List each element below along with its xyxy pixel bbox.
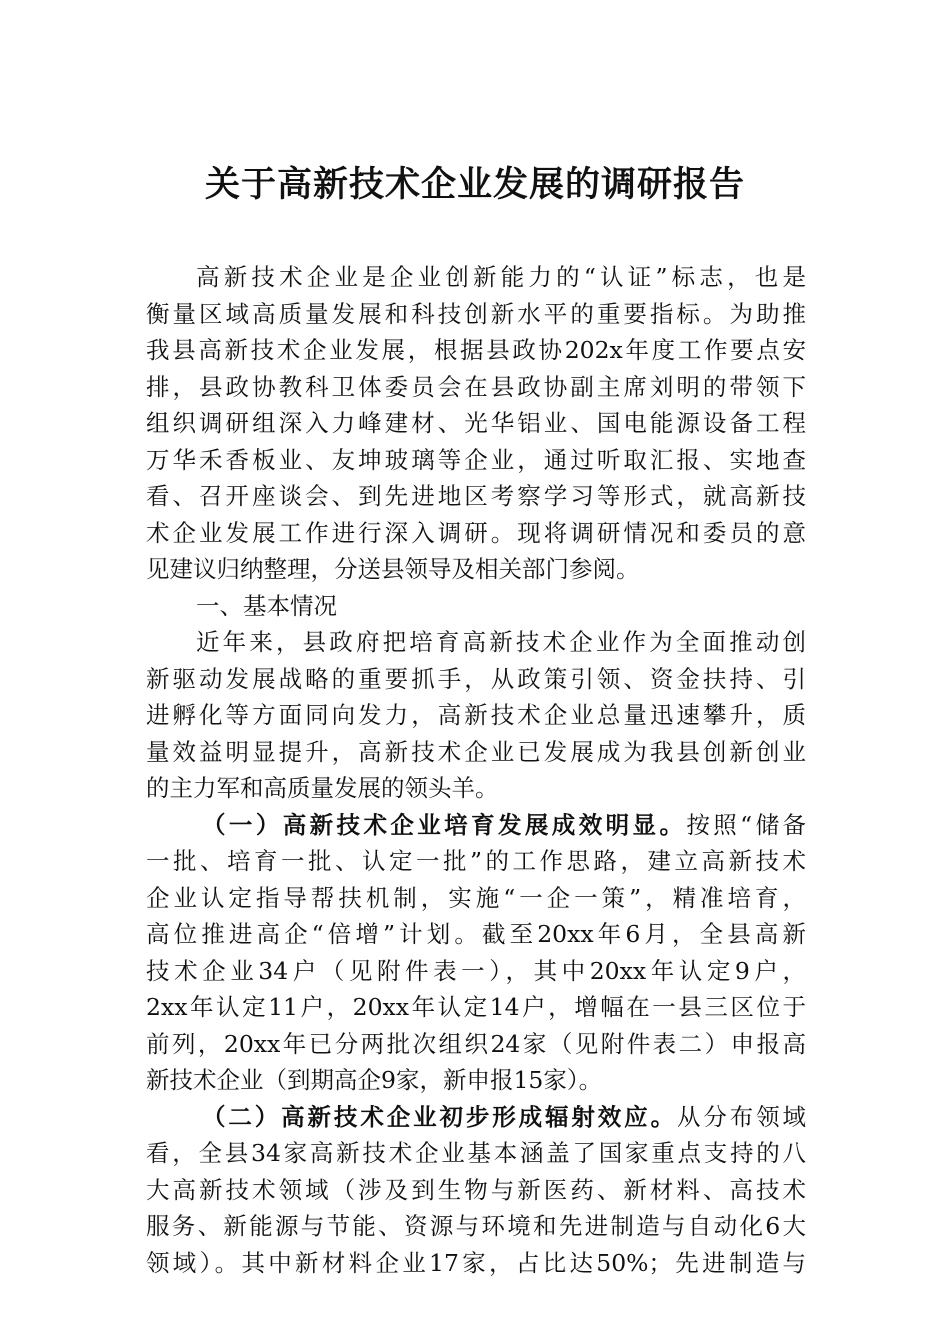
subsection2-first-rest: 从分布领域 — [676, 1102, 806, 1131]
section1-line: 近年来，县政府把培育高新技术企业作为全面推动创 — [196, 628, 806, 656]
section1-line: 量效益明显提升，高新技术企业已发展成为我县创新创业 — [146, 737, 806, 766]
section1-line: 的主力军和高质量发展的领头羊。 — [146, 774, 499, 802]
subsection2-line: 服务、新能源与节能、资源与环境和先进制造与自动化6大 — [146, 1212, 806, 1240]
subsection2-line: 看，全县34家高新技术企业基本涵盖了国家重点支持的八 — [146, 1139, 806, 1167]
intro-line: 组织调研组深入力峰建材、光华铝业、国电能源设备工程 — [146, 409, 806, 437]
document-body — [146, 259, 806, 1281]
intro-line: 见建议归纳整理，分送县领导及相关部门参阅。 — [146, 555, 640, 583]
section1-line: 新驱动发展战略的重要抓手，从政策引领、资金扶持、引 — [146, 664, 806, 693]
section1-line: 进孵化等方面同向发力，高新技术企业总量迅速攀升，质 — [146, 701, 806, 729]
subsection1-first-line — [146, 807, 806, 844]
subsection1-first-rest: 按照“储备 — [686, 810, 806, 839]
section-heading: 一、基本情况 — [196, 591, 337, 620]
subsection1-line: 企业认定指导帮扶机制，实施“一企一策”，精准培育， — [146, 883, 806, 912]
intro-line: 看、召开座谈会、到先进地区考察学习等形式，就高新技 — [146, 482, 806, 510]
subsection2-first-line — [146, 1099, 806, 1136]
intro-line: 衡量区域高质量发展和科技创新水平的重要指标。为助推 — [146, 299, 806, 328]
subsection2-line: 大高新技术领域（涉及到生物与新医药、新材料、高技术 — [146, 1175, 806, 1204]
subsection1-line: 一批、培育一批、认定一批”的工作思路，建立高新技术 — [146, 847, 806, 875]
intro-line: 高新技术企业是企业创新能力的“认证”标志，也是 — [196, 263, 806, 291]
intro-line: 术企业发展工作进行深入调研。现将调研情况和委员的意 — [146, 518, 806, 547]
subsection2-lead: （二）高新技术企业初步形成辐射效应。 — [202, 1102, 677, 1131]
subsection1-line: 前列，20xx年已分两批次组织24家（见附件表二）申报高 — [146, 1029, 806, 1058]
intro-line: 排，县政协教科卫体委员会在县政协副主席刘明的带领下 — [146, 372, 806, 401]
intro-line: 万华禾香板业、友坤玻璃等企业，通过听取汇报、实地查 — [146, 445, 806, 474]
subsection1-line: 新技术企业（到期高企9家，新申报15家）。 — [146, 1066, 603, 1094]
subsection1-lead: （一）高新技术企业培育发展成效明显。 — [202, 810, 687, 839]
subsection1-line: 技术企业34户（见附件表一），其中20xx年认定9户， — [146, 956, 806, 985]
subsection1-line: 2xx年认定11户，20xx年认定14户，增幅在一县三区位于 — [146, 993, 806, 1021]
intro-line: 我县高新技术企业发展，根据县政协202x年度工作要点安 — [146, 336, 806, 364]
subsection1-line: 高位推进高企“倍增”计划。截至20xx年6月，全县高新 — [146, 920, 806, 948]
document-title: 关于高新技术企业发展的调研报告 — [204, 164, 745, 205]
subsection2-line: 领域）。其中新材料企业17家，占比达50%；先进制造与 — [146, 1248, 806, 1277]
